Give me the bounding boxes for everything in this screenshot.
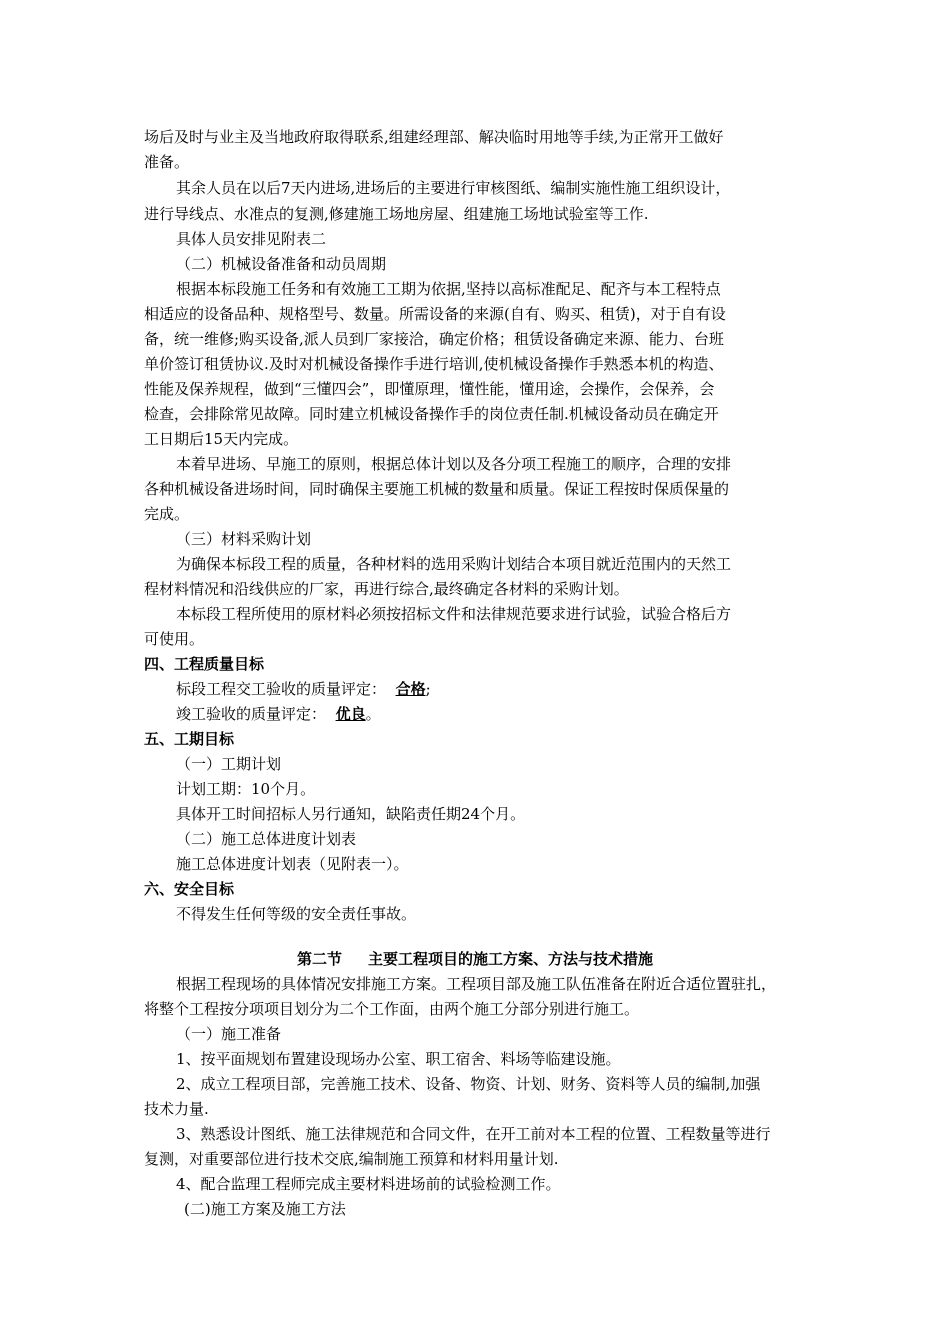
paragraph-line: 施工总体进度计划表（见附表一）。 xyxy=(176,855,409,873)
paragraph-line: 1、按平面规划布置建设现场办公室、职工宿舍、料场等临建设施。 xyxy=(176,1050,621,1068)
paragraph-line: 各种机械设备进场时间，同时确保主要施工机械的数量和质量。保证工程按时保质保量的 xyxy=(144,480,730,498)
paragraph-line: 备，统一维修;购买设备,派人员到厂家接洽，确定价格；租赁设备确定来源、能力、台班 xyxy=(144,330,724,348)
section-title-text: 主要工程项目的施工方案、方法与技术措施 xyxy=(368,950,654,968)
paragraph-line: 检查，会排除常见故障。同时建立机械设备操作手的岗位责任制.机械设备动员在确定开 xyxy=(144,405,719,423)
paragraph-line: 4、配合监理工程师完成主要材料进场前的试验检测工作。 xyxy=(176,1175,561,1193)
paragraph-line: 技术力量. xyxy=(144,1100,209,1118)
quality-completion-value: 优良 xyxy=(335,705,366,723)
section-heading-safety: 六、安全目标 xyxy=(144,880,235,898)
quality-handover-value: 合格 xyxy=(395,680,426,698)
paragraph-line: 性能及保养规程，做到“三懂四会”，即懂原理，懂性能，懂用途，会操作，会保养，会 xyxy=(144,380,715,398)
paragraph-line: 根据工程现场的具体情况安排施工方案。工程项目部及施工队伍准备在附近合适位置驻扎， xyxy=(176,975,777,993)
subsection-heading: （二）施工总体进度计划表 xyxy=(176,830,357,848)
paragraph-line: 根据本标段施工任务和有效施工工期为依据,坚持以高标准配足、配齐与本工程特点 xyxy=(176,280,721,298)
paragraph-line: 将整个工程按分项项目划分为二个工作面，由两个施工分部分别进行施工。 xyxy=(144,1000,640,1018)
paragraph-line: 程材料情况和沿线供应的厂家，再进行综合,最终确定各材料的采购计划。 xyxy=(144,580,629,598)
section-title xyxy=(0,949,950,969)
paragraph-line: 进行导线点、水准点的复测,修建施工场地房屋、组建施工场地试验室等工作. xyxy=(144,205,649,223)
paragraph-line: 准备。 xyxy=(144,153,190,171)
subsection-heading: （三）材料采购计划 xyxy=(176,530,312,548)
paragraph-line: 工日期后15天内完成。 xyxy=(144,430,299,448)
section-number: 第二节 xyxy=(296,950,342,968)
subsection-heading: （二）机械设备准备和动员周期 xyxy=(176,255,387,273)
paragraph-line: 本标段工程所使用的原材料必须按招标文件和法律规范要求进行试验，试验合格后方 xyxy=(176,605,732,623)
quality-completion-line: 竣工验收的质量评定： 优良。 xyxy=(176,705,381,723)
paragraph-line: 计划工期：10个月。 xyxy=(176,780,316,798)
paragraph-line: 完成。 xyxy=(144,505,190,523)
paragraph-line: 相适应的设备品种、规格型号、数量。所需设备的来源(自有、购买、租赁)，对于自有设 xyxy=(144,305,726,323)
paragraph-line: 场后及时与业主及当地政府取得联系,组建经理部、解决临时用地等手续,为正常开工做好 xyxy=(144,128,724,146)
subsection-heading: （一）施工准备 xyxy=(176,1025,282,1043)
section-heading-quality: 四、工程质量目标 xyxy=(144,655,265,673)
paragraph-line: 2、成立工程项目部，完善施工技术、设备、物资、计划、财务、资料等人员的编制,加强 xyxy=(176,1075,761,1093)
subsection-heading: （一）工期计划 xyxy=(176,755,282,773)
section-heading-schedule: 五、工期目标 xyxy=(144,730,235,748)
paragraph-line: 具体人员安排见附表二 xyxy=(176,230,327,248)
paragraph-line: 本着早进场、早施工的原则，根据总体计划以及各分项工程施工的顺序，合理的安排 xyxy=(176,455,732,473)
subsection-heading: (二)施工方案及施工方法 xyxy=(184,1200,346,1218)
paragraph-line: 不得发生任何等级的安全责任事故。 xyxy=(176,905,417,923)
paragraph-line: 其余人员在以后7天内进场,进场后的主要进行审核图纸、编制实施性施工组织设计， xyxy=(176,179,731,197)
quality-handover-label: 标段工程交工验收的质量评定： xyxy=(176,680,387,698)
paragraph-line: 复测，对重要部位进行技术交底,编制施工预算和材料用量计划. xyxy=(144,1150,559,1168)
quality-completion-label: 竣工验收的质量评定： xyxy=(176,705,327,723)
paragraph-line: 可使用。 xyxy=(144,630,205,648)
paragraph-line: 具体开工时间招标人另行通知，缺陷责任期24个月。 xyxy=(176,805,526,823)
paragraph-line: 为确保本标段工程的质量，各种材料的选用采购计划结合本项目就近范围内的天然工 xyxy=(176,555,732,573)
quality-handover-line: 标段工程交工验收的质量评定： 合格; xyxy=(176,680,431,698)
paragraph-line: 单价签订租赁协议.及时对机械设备操作手进行培训,使机械设备操作手熟悉本机的构造、 xyxy=(144,355,724,373)
paragraph-line: 3、熟悉设计图纸、施工法律规范和合同文件，在开工前对本工程的位置、工程数量等进行 xyxy=(176,1125,771,1143)
